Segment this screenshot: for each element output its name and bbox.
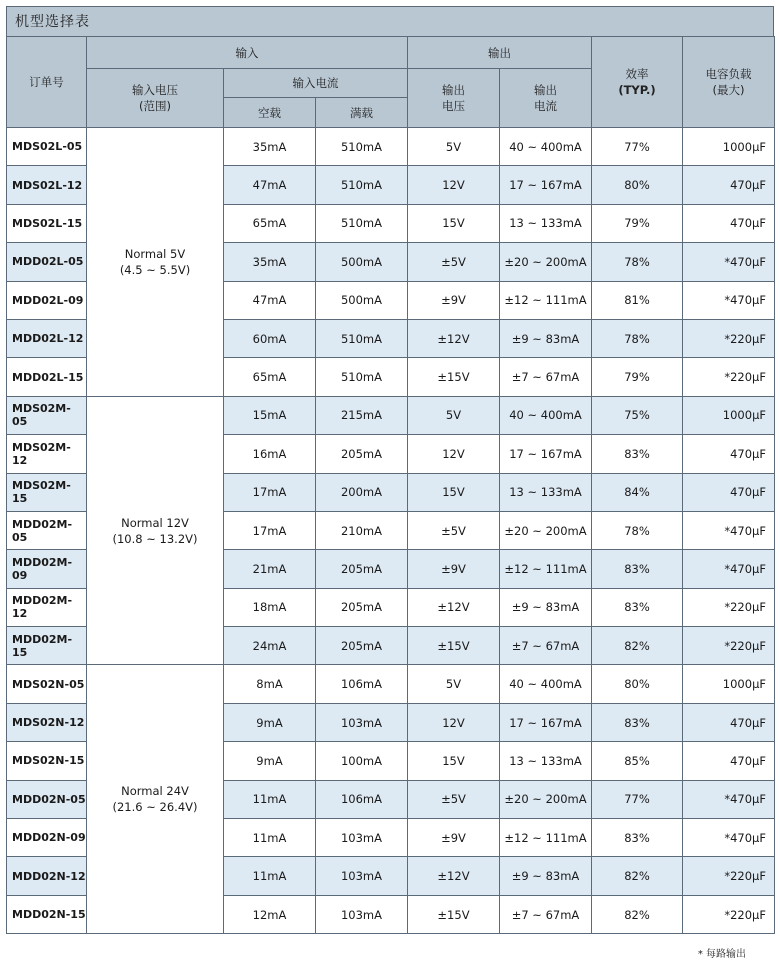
capacitive-load-cell: 470μF xyxy=(683,204,775,242)
output-current-cell: ±20 ~ 200mA xyxy=(500,780,592,818)
capacitive-load-cell: *470μF xyxy=(683,281,775,319)
capacitive-load-cell: *220μF xyxy=(683,588,775,626)
full-load-current-cell: 205mA xyxy=(316,435,408,473)
model-cell: MDD02N-09 xyxy=(7,819,87,857)
output-current-cell: 40 ~ 400mA xyxy=(500,396,592,434)
full-load-current-cell: 510mA xyxy=(316,204,408,242)
model-cell: MDD02N-05 xyxy=(7,780,87,818)
no-load-current-cell: 18mA xyxy=(224,588,316,626)
full-load-current-cell: 100mA xyxy=(316,742,408,780)
output-voltage-cell: 5V xyxy=(408,396,500,434)
input-voltage-nominal: Normal 5V xyxy=(124,246,186,261)
full-load-current-cell: 500mA xyxy=(316,243,408,281)
header-input-voltage-range: (范围) xyxy=(139,99,171,113)
no-load-current-cell: 16mA xyxy=(224,435,316,473)
output-voltage-cell: ±9V xyxy=(408,819,500,857)
no-load-current-cell: 65mA xyxy=(224,204,316,242)
full-load-current-cell: 106mA xyxy=(316,780,408,818)
model-cell: MDD02N-15 xyxy=(7,895,87,933)
full-load-current-cell: 103mA xyxy=(316,703,408,741)
capacitive-load-cell: *470μF xyxy=(683,243,775,281)
output-current-cell: 13 ~ 133mA xyxy=(500,204,592,242)
model-cell: MDD02M-12 xyxy=(7,588,87,626)
model-cell: MDD02M-05 xyxy=(7,511,87,549)
efficiency-cell: 84% xyxy=(592,473,683,511)
model-cell: MDD02L-12 xyxy=(7,319,87,357)
output-current-cell: ±12 ~ 111mA xyxy=(500,819,592,857)
full-load-current-cell: 200mA xyxy=(316,473,408,511)
model-selection-panel xyxy=(6,6,774,934)
capacitive-load-cell: 470μF xyxy=(683,473,775,511)
efficiency-cell: 82% xyxy=(592,895,683,933)
capacitive-load-cell: *470μF xyxy=(683,550,775,588)
full-load-current-cell: 510mA xyxy=(316,358,408,396)
full-load-current-cell: 106mA xyxy=(316,665,408,703)
efficiency-cell: 81% xyxy=(592,281,683,319)
output-current-cell: ±9 ~ 83mA xyxy=(500,319,592,357)
efficiency-cell: 83% xyxy=(592,435,683,473)
header-output-voltage-label1: 输出 xyxy=(442,83,465,97)
efficiency-cell: 85% xyxy=(592,742,683,780)
output-voltage-cell: ±9V xyxy=(408,281,500,319)
header-output-current xyxy=(500,69,592,128)
model-cell: MDS02M-15 xyxy=(7,473,87,511)
output-current-cell: 13 ~ 133mA xyxy=(500,742,592,780)
output-voltage-cell: ±5V xyxy=(408,511,500,549)
header-output-voltage-label2: 电压 xyxy=(442,99,465,113)
output-voltage-cell: ±5V xyxy=(408,243,500,281)
header-output-current-label2: 电流 xyxy=(534,99,557,113)
output-voltage-cell: ±15V xyxy=(408,895,500,933)
efficiency-cell: 77% xyxy=(592,780,683,818)
output-current-cell: 40 ~ 400mA xyxy=(500,665,592,703)
model-cell: MDD02M-09 xyxy=(7,550,87,588)
output-voltage-cell: ±12V xyxy=(408,857,500,895)
input-voltage-cell xyxy=(87,665,224,934)
output-voltage-cell: ±12V xyxy=(408,588,500,626)
model-cell: MDS02M-12 xyxy=(7,435,87,473)
capacitive-load-cell: 470μF xyxy=(683,166,775,204)
no-load-current-cell: 35mA xyxy=(224,243,316,281)
model-cell: MDD02N-12 xyxy=(7,857,87,895)
efficiency-cell: 83% xyxy=(592,819,683,857)
efficiency-cell: 78% xyxy=(592,319,683,357)
capacitive-load-cell: 1000μF xyxy=(683,665,775,703)
efficiency-cell: 79% xyxy=(592,358,683,396)
header-capacitive-max: (最大) xyxy=(712,83,745,97)
header-output: 输出 xyxy=(408,37,592,69)
capacitive-load-cell: 470μF xyxy=(683,435,775,473)
output-voltage-cell: ±5V xyxy=(408,780,500,818)
output-voltage-cell: 12V xyxy=(408,703,500,741)
output-voltage-cell: 15V xyxy=(408,473,500,511)
no-load-current-cell: 60mA xyxy=(224,319,316,357)
capacitive-load-cell: *220μF xyxy=(683,895,775,933)
header-efficiency-typ: (TYP.) xyxy=(618,83,656,97)
capacitive-load-cell: 1000μF xyxy=(683,396,775,434)
output-voltage-cell: 12V xyxy=(408,435,500,473)
no-load-current-cell: 65mA xyxy=(224,358,316,396)
efficiency-cell: 80% xyxy=(592,166,683,204)
model-cell: MDS02L-12 xyxy=(7,166,87,204)
model-cell: MDS02M-05 xyxy=(7,396,87,434)
no-load-current-cell: 11mA xyxy=(224,780,316,818)
model-cell: MDS02L-05 xyxy=(7,128,87,166)
no-load-current-cell: 47mA xyxy=(224,166,316,204)
no-load-current-cell: 11mA xyxy=(224,819,316,857)
input-voltage-nominal: Normal 24V xyxy=(121,784,189,799)
header-output-voltage xyxy=(408,69,500,128)
capacitive-load-cell: 1000μF xyxy=(683,128,775,166)
capacitive-load-cell: *220μF xyxy=(683,319,775,357)
output-voltage-cell: 5V xyxy=(408,665,500,703)
full-load-current-cell: 510mA xyxy=(316,128,408,166)
no-load-current-cell: 24mA xyxy=(224,627,316,665)
header-input: 输入 xyxy=(87,37,408,69)
no-load-current-cell: 9mA xyxy=(224,703,316,741)
output-current-cell: ±9 ~ 83mA xyxy=(500,857,592,895)
output-voltage-cell: 15V xyxy=(408,742,500,780)
capacitive-load-cell: *220μF xyxy=(683,627,775,665)
efficiency-cell: 75% xyxy=(592,396,683,434)
capacitive-load-cell: 470μF xyxy=(683,742,775,780)
output-current-cell: ±20 ~ 200mA xyxy=(500,243,592,281)
output-current-cell: ±7 ~ 67mA xyxy=(500,627,592,665)
no-load-current-cell: 12mA xyxy=(224,895,316,933)
full-load-current-cell: 215mA xyxy=(316,396,408,434)
full-load-current-cell: 510mA xyxy=(316,166,408,204)
full-load-current-cell: 205mA xyxy=(316,588,408,626)
output-current-cell: ±9 ~ 83mA xyxy=(500,588,592,626)
no-load-current-cell: 17mA xyxy=(224,511,316,549)
footnote: * 每路输出 xyxy=(697,949,746,960)
output-voltage-cell: ±15V xyxy=(408,627,500,665)
header-input-current: 输入电流 xyxy=(224,69,408,98)
no-load-current-cell: 35mA xyxy=(224,128,316,166)
model-cell: MDD02L-15 xyxy=(7,358,87,396)
output-current-cell: 17 ~ 167mA xyxy=(500,703,592,741)
no-load-current-cell: 8mA xyxy=(224,665,316,703)
efficiency-cell: 83% xyxy=(592,550,683,588)
capacitive-load-cell: 470μF xyxy=(683,703,775,741)
table-row xyxy=(7,665,775,703)
efficiency-cell: 83% xyxy=(592,588,683,626)
efficiency-cell: 78% xyxy=(592,243,683,281)
header-input-voltage xyxy=(87,69,224,128)
no-load-current-cell: 9mA xyxy=(224,742,316,780)
output-voltage-cell: ±12V xyxy=(408,319,500,357)
efficiency-cell: 82% xyxy=(592,627,683,665)
output-current-cell: 40 ~ 400mA xyxy=(500,128,592,166)
output-voltage-cell: ±15V xyxy=(408,358,500,396)
no-load-current-cell: 47mA xyxy=(224,281,316,319)
header-efficiency xyxy=(592,37,683,128)
header-full-load: 满载 xyxy=(316,98,408,128)
output-current-cell: 17 ~ 167mA xyxy=(500,435,592,473)
model-cell: MDD02L-05 xyxy=(7,243,87,281)
full-load-current-cell: 500mA xyxy=(316,281,408,319)
full-load-current-cell: 103mA xyxy=(316,857,408,895)
model-cell: MDS02L-15 xyxy=(7,204,87,242)
no-load-current-cell: 21mA xyxy=(224,550,316,588)
model-cell: MDD02M-15 xyxy=(7,627,87,665)
header-order-no: 订单号 xyxy=(7,37,87,128)
output-voltage-cell: 5V xyxy=(408,128,500,166)
input-voltage-range: (21.6 ~ 26.4V) xyxy=(112,800,198,815)
capacitive-load-cell: *220μF xyxy=(683,358,775,396)
efficiency-cell: 80% xyxy=(592,665,683,703)
efficiency-cell: 79% xyxy=(592,204,683,242)
efficiency-cell: 82% xyxy=(592,857,683,895)
input-voltage-range: (10.8 ~ 13.2V) xyxy=(112,531,198,546)
table-header xyxy=(7,37,775,128)
output-current-cell: ±7 ~ 67mA xyxy=(500,895,592,933)
full-load-current-cell: 210mA xyxy=(316,511,408,549)
input-voltage-cell xyxy=(87,128,224,397)
full-load-current-cell: 205mA xyxy=(316,627,408,665)
input-voltage-cell xyxy=(87,396,224,665)
table-body xyxy=(7,128,775,934)
model-cell: MDS02N-15 xyxy=(7,742,87,780)
output-voltage-cell: ±9V xyxy=(408,550,500,588)
output-current-cell: 13 ~ 133mA xyxy=(500,473,592,511)
capacitive-load-cell: *470μF xyxy=(683,819,775,857)
header-capacitive-label: 电容负载 xyxy=(705,67,752,81)
capacitive-load-cell: *470μF xyxy=(683,511,775,549)
header-input-voltage-label: 输入电压 xyxy=(132,83,178,97)
header-efficiency-label: 效率 xyxy=(625,67,649,81)
efficiency-cell: 83% xyxy=(592,703,683,741)
model-selection-table xyxy=(6,36,775,934)
header-capacitive-load xyxy=(683,37,775,128)
output-current-cell: 17 ~ 167mA xyxy=(500,166,592,204)
no-load-current-cell: 15mA xyxy=(224,396,316,434)
output-voltage-cell: 15V xyxy=(408,204,500,242)
header-output-current-label1: 输出 xyxy=(534,83,557,97)
model-cell: MDS02N-05 xyxy=(7,665,87,703)
full-load-current-cell: 510mA xyxy=(316,319,408,357)
input-voltage-range: (4.5 ~ 5.5V) xyxy=(119,262,191,277)
efficiency-cell: 77% xyxy=(592,128,683,166)
full-load-current-cell: 103mA xyxy=(316,895,408,933)
output-current-cell: ±7 ~ 67mA xyxy=(500,358,592,396)
output-current-cell: ±12 ~ 111mA xyxy=(500,281,592,319)
input-voltage-nominal: Normal 12V xyxy=(121,515,189,530)
output-current-cell: ±12 ~ 111mA xyxy=(500,550,592,588)
table-row xyxy=(7,128,775,166)
output-voltage-cell: 12V xyxy=(408,166,500,204)
full-load-current-cell: 205mA xyxy=(316,550,408,588)
table-row xyxy=(7,396,775,434)
output-current-cell: ±20 ~ 200mA xyxy=(500,511,592,549)
model-cell: MDD02L-09 xyxy=(7,281,87,319)
no-load-current-cell: 17mA xyxy=(224,473,316,511)
capacitive-load-cell: *220μF xyxy=(683,857,775,895)
header-no-load: 空载 xyxy=(224,98,316,128)
table-title: 机型选择表 xyxy=(6,6,774,36)
no-load-current-cell: 11mA xyxy=(224,857,316,895)
efficiency-cell: 78% xyxy=(592,511,683,549)
full-load-current-cell: 103mA xyxy=(316,819,408,857)
capacitive-load-cell: *470μF xyxy=(683,780,775,818)
model-cell: MDS02N-12 xyxy=(7,703,87,741)
